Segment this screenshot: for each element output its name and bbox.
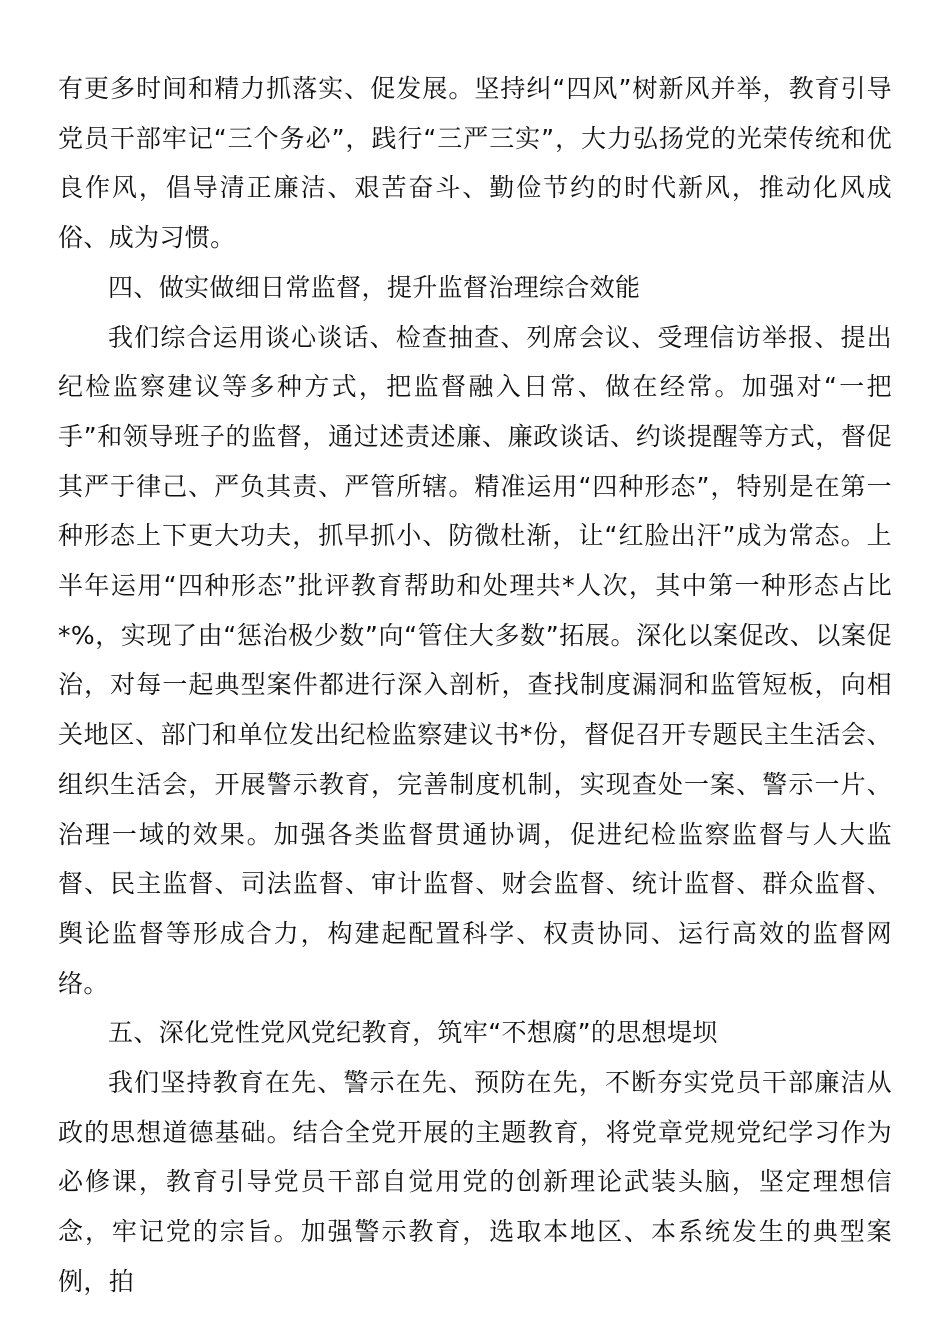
section-heading-four: 四、做实做细日常监督，提升监督治理综合效能 (108, 272, 641, 302)
document-page (58, 64, 892, 1307)
paragraph-daily-supervision: 我们综合运用谈心谈话、检查抽查、列席会议、受理信访举报、提出纪检监察建议等多种方式，把监督融入日常、做在经常。加强对“一把手”和领导班子的监督，通过述责述廉、廉政谈话、约谈提醒等方式，督促其严于律己、严负其责、严管所辖。精准运用“四种形态”，特别是在第一种形态上下更大功夫，抓早抓小、防微杜渐，让“红脸出汗”成为常态。上半年运用“四种形态”批评教育帮助和处理共*人次，其中第一种形态占比*%，实现了由“惩治极少数”向“管住大多数”拓展。深化以案促改、以案促治，对每一起典型案件都进行深入剖析，查找制度漏洞和监管短板，向相关地区、部门和单位发出纪检监察建议书*份，督促召开专题民主生活会、组织生活会，开展警示教育，完善制度机制，实现查处一案、警示一片、治理一域的效果。加强各类监督贯通协调，促进纪检监察监督与人大监督、民主监督、司法监督、审计监督、财会监督、统计监督、群众监督、舆论监督等形成合力，构建起配置科学、权责协同、运行高效的监督网络。 (58, 322, 892, 998)
paragraph-continuation: 有更多时间和精力抓落实、促发展。坚持纠“四风”树新风并举，教育引导党员干部牢记“三个务必”，践行“三严三实”，大力弘扬党的光荣传统和优良作风，倡导清正廉洁、艰苦奋斗、勤俭节约的时代新风，推动化风成俗、成为习惯。 (58, 74, 892, 253)
section-heading-five: 五、深化党性党风党纪教育，筑牢“不想腐”的思想堤坝 (108, 1018, 718, 1048)
paragraph-education: 我们坚持教育在先、警示在先、预防在先，不断夯实党员干部廉洁从政的思想道德基础。结合全党开展的主题教育，将党章党规党纪学习作为必修课，教育引导党员干部自觉用党的创新理论武装头脑，坚定理想信念，牢记党的宗旨。加强警示教育，选取本地区、本系统发生的典型案例，拍 (58, 1068, 892, 1296)
